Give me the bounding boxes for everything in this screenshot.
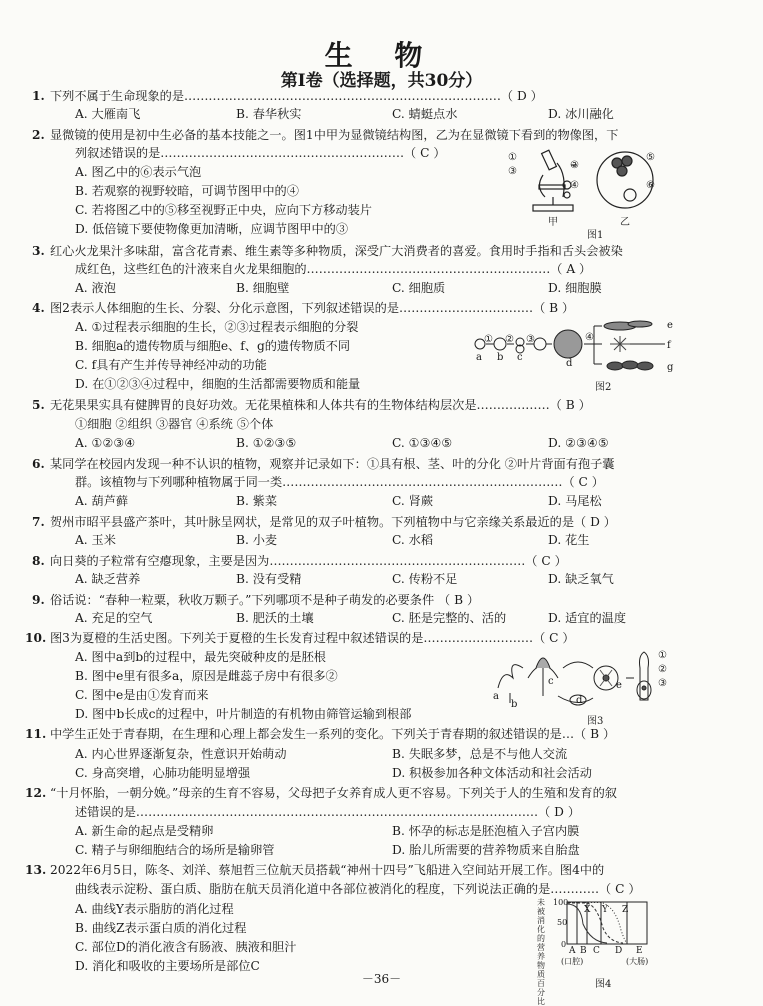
figure-1-label-1: ① (508, 152, 517, 163)
q1-number: 1. (32, 89, 45, 103)
q9-option-a: A. 充足的空气 (75, 611, 153, 625)
figure-4-xtick-d: D (615, 946, 623, 956)
q3-option-a: A. 液泡 (75, 281, 116, 295)
q7-option-b: B. 小麦 (236, 533, 278, 547)
q13-stem-line2: 曲线表示淀粉、蛋白质、脂肪在航天员消化道中各部位被消化的程度，下列说法正确的是…………（ C ） (75, 882, 641, 896)
q12-option-d: D. 胎儿所需要的营养物质来自胎盘 (392, 843, 580, 857)
figure-4-xtick-b: B (580, 946, 587, 956)
figure-2-label-2: ② (505, 334, 514, 345)
q2-stem-line2: 列叙述错误的是……………………………………………………（ C ） (75, 146, 446, 160)
q1-option-c: C. 蜻蜓点水 (392, 107, 458, 121)
figure-1-label-5: ⑤ (646, 152, 655, 163)
q5-items: ①细胞 ②组织 ③器官 ④系统 ⑤个体 (75, 417, 274, 431)
q1-option-b: B. 春华秋实 (236, 107, 302, 121)
q10-option-c: C. 图中e是由①发育而来 (75, 688, 209, 702)
figure-4-xtick-e: E (636, 946, 643, 956)
q6-option-b: B. 紫菜 (236, 494, 278, 508)
figure-2-caption: 图2 (595, 382, 612, 393)
q3-option-c: C. 细胞质 (392, 281, 446, 295)
q5-stem: 无花果果实具有健脾胃的良好功效。无花果植株和人体共有的生物体结构层次是………………（ B ） (50, 398, 591, 412)
q11-option-a: A. 内心世界逐渐复杂，性意识开始萌动 (75, 747, 287, 761)
figure-4-ylabel: 未被消化的营养物质百分比 (537, 898, 545, 1006)
q6-option-a: A. 葫芦藓 (75, 494, 129, 508)
q7-option-c: C. 水稻 (392, 533, 434, 547)
figure-2-label-3: ③ (526, 334, 535, 345)
q10-option-d: D. 图中b长成c的过程中，叶片制造的有机物由筛管运输到根部 (75, 707, 412, 721)
q7-option-d: D. 花生 (548, 533, 590, 547)
figure-2-label-a: a (476, 352, 482, 363)
figure-3-label-b: b (511, 699, 518, 710)
q11-stem: 中学生正处于青春期，在生理和心理上都会发生一系列的变化。下列关于青春期的叙述错误的是…（ B ） (50, 727, 616, 741)
figure-3-label-d: d (576, 695, 583, 706)
q4-option-b: B. 细胞a的遗传物质与细胞e、f、g的遗传物质不同 (75, 339, 351, 353)
q1-option-a: A. 大雁南飞 (75, 107, 141, 121)
figure-2-label-c: c (517, 352, 523, 363)
figure-1-caption: 图1 (587, 230, 604, 241)
q5-option-d: D. ②③④⑤ (548, 436, 609, 450)
q6-stem-line1: 某同学在校园内发现一种不认识的植物，观察并记录如下：①具有根、茎、叶的分化 ②叶片背面有孢子囊 (50, 457, 615, 471)
q5-option-c: C. ①③④⑤ (392, 436, 453, 450)
q13-option-c: C. 部位D的消化液含有肠液、胰液和胆汁 (75, 940, 297, 954)
q3-number: 3. (32, 244, 45, 258)
figure-4-curve-z: Z (622, 905, 629, 915)
q13-number: 13. (25, 863, 47, 877)
q2-stem-line1: 显微镜的使用是初中生必备的基本技能之一。图1中甲为显微镜结构图，乙为在显微镜下看到的物像图，下 (50, 128, 619, 142)
figure-4-xtick-a: A (569, 946, 576, 956)
q10-option-b: B. 图中e里有很多a，原因是雌蕊子房中有很多② (75, 669, 338, 683)
q7-option-a: A. 玉米 (75, 533, 116, 547)
q5-option-b: B. ①②③⑤ (236, 436, 297, 450)
q6-option-d: D. 马尾松 (548, 494, 602, 508)
figure-2-label-g: g (667, 362, 674, 373)
figure-2-label-d: d (566, 358, 573, 369)
figure-1-label-yi: 乙 (620, 217, 630, 228)
q13-option-a: A. 曲线Y表示脂肪的消化过程 (75, 902, 234, 916)
q3-option-d: D. 细胞膜 (548, 281, 602, 295)
figure-4-curve-x: X (584, 905, 591, 915)
q12-option-c: C. 精子与卵细胞结合的场所是输卵管 (75, 843, 275, 857)
q6-number: 6. (32, 457, 45, 471)
q3-stem-line2: 成红色，这些红色的汁液来自火龙果细胞的……………………………………………………（ A ） (75, 262, 592, 276)
q8-option-b: B. 没有受精 (236, 572, 302, 586)
figure-2-label-1: ① (484, 334, 493, 345)
q1-option-d: D. 冰川融化 (548, 107, 614, 121)
q2-number: 2. (32, 128, 45, 142)
q12-stem-line2: 述错误的是………………………………………………………………………………………（ D ） (75, 805, 581, 819)
q11-number: 11. (25, 727, 47, 741)
figure-3-label-1: ① (658, 650, 667, 661)
page-title: 生 物 (324, 39, 439, 72)
figure-4-ytick-0: 0 (561, 940, 567, 949)
q12-stem-line1: “十月怀胎，一朝分娩。”母亲的生育不容易，父母把子女养育成人更不容易。下列关于人的生殖和发育的叙 (50, 786, 617, 800)
figure-4-xtick-c: C (593, 946, 600, 956)
figure-4-xnote-large-intestine: (大肠) (626, 957, 649, 966)
q9-option-b: B. 肥沃的土壤 (236, 611, 314, 625)
q5-number: 5. (32, 398, 45, 412)
q8-number: 8. (32, 554, 45, 568)
q12-option-b: B. 怀孕的标志是胚泡植入子宫内膜 (392, 824, 580, 838)
q13-option-d: D. 消化和吸收的主要场所是部位C (75, 959, 260, 973)
figure-1-label-2: ② (570, 160, 579, 171)
q12-option-a: A. 新生命的起点是受精卵 (75, 824, 214, 838)
q2-option-d: D. 低倍镜下要使物像更加清晰，应调节图甲中的③ (75, 222, 349, 236)
q12-number: 12. (25, 786, 47, 800)
q6-option-c: C. 肾蕨 (392, 494, 434, 508)
figure-3-label-e: e (616, 680, 622, 691)
figure-1-label-4: ④ (570, 180, 579, 191)
q11-option-d: D. 积极参加各种文体活动和社会活动 (392, 766, 592, 780)
figure-4-curve-y: Y (602, 905, 608, 915)
q9-option-c: C. 胚是完整的、活的 (392, 611, 507, 625)
q8-option-c: C. 传粉不足 (392, 572, 458, 586)
figure-4-digestion-chart (567, 900, 649, 946)
q13-stem-line1: 2022年6月5日，陈冬、刘洋、蔡旭哲三位航天员搭载“神州十四号”飞船进入空间站开展工作。图4中的 (50, 863, 605, 877)
figure-2-cell-diagram (470, 318, 675, 380)
figure-3-label-2: ② (658, 664, 667, 675)
figure-4-xnote-mouth: (口腔) (561, 957, 584, 966)
figure-4-caption: 图4 (595, 979, 612, 990)
q2-option-a: A. 图乙中的⑥表示气泡 (75, 165, 202, 179)
q6-stem-line2: 群。该植物与下列哪种植物属于同一类……………………………………………………………（ C ） (75, 475, 604, 489)
q4-option-a: A. ①过程表示细胞的生长，②③过程表示细胞的分裂 (75, 320, 359, 334)
figure-1-label-3: ③ (508, 166, 517, 177)
figure-2-label-b: b (497, 352, 504, 363)
q11-option-c: C. 身高突增，心肺功能明显增强 (75, 766, 251, 780)
q4-number: 4. (32, 301, 45, 315)
figure-3-label-c: c (548, 676, 554, 687)
figure-2-label-4: ④ (585, 332, 594, 343)
q3-option-b: B. 细胞壁 (236, 281, 290, 295)
page-number: －36－ (361, 972, 402, 986)
figure-1-label-6: ⑥ (646, 180, 655, 191)
q10-number: 10. (25, 631, 47, 645)
figure-4-ytick-100: 100 (553, 898, 569, 907)
q5-option-a: A. ①②③④ (75, 436, 136, 450)
q4-stem: 图2表示人体细胞的生长、分裂、分化示意图，下列叙述错误的是……………………………（ B ） (50, 301, 575, 315)
q2-option-b: B. 若观察的视野较暗，可调节图甲中的④ (75, 184, 299, 198)
q8-stem: 向日葵的子粒常有空瘪现象，主要是因为………………………………………………………（ C ） (50, 554, 567, 568)
figure-3-caption: 图3 (587, 716, 604, 727)
figure-2-label-e: e (667, 320, 673, 331)
q7-stem: 贺州市昭平县盛产茶叶，其叶脉呈网状，是常见的双子叶植物。下列植物中与它亲缘关系最近的是（ D ） (50, 515, 616, 529)
figure-3-label-a: a (493, 691, 499, 702)
q11-option-b: B. 失眠多梦，总是不与他人交流 (392, 747, 568, 761)
figure-1-microscope (505, 145, 705, 235)
q2-option-c: C. 若将图乙中的⑤移至视野正中央，应向下方移动装片 (75, 203, 372, 217)
q7-number: 7. (32, 515, 45, 529)
q13-option-b: B. 曲线Z表示蛋白质的消化过程 (75, 921, 247, 935)
q8-option-d: D. 缺乏氧气 (548, 572, 614, 586)
q4-option-c: C. f具有产生并传导神经冲动的功能 (75, 358, 267, 372)
q9-option-d: D. 适宜的温度 (548, 611, 627, 625)
figure-1-label-jia: 甲 (548, 217, 558, 228)
q8-option-a: A. 缺乏营养 (75, 572, 141, 586)
q9-stem: 俗话说：“春种一粒粟，秋收万颗子。”下列哪项不是种子萌发的必要条件 （ B ） (50, 593, 480, 607)
q1-stem: 下列不属于生命现象的是……………………………………………………………………（ D ） (50, 89, 543, 103)
section-title: 第Ⅰ卷（选择题，共30分） (280, 71, 483, 91)
figure-2-label-f: f (667, 340, 671, 351)
q3-stem-line1: 红心火龙果汁多味甜，富含花青素、维生素等多种物质，深受广大消费者的喜爱。食用时手指和舌头会被染 (50, 244, 623, 258)
q9-number: 9. (32, 593, 45, 607)
q4-option-d: D. 在①②③④过程中，细胞的生活都需要物质和能量 (75, 377, 361, 391)
figure-4-ytick-50: 50 (557, 918, 568, 927)
q10-stem: 图3为夏橙的生活史图。下列关于夏橙的生长发育过程中叙述错误的是………………………（ C ） (50, 631, 575, 645)
figure-3-label-3: ③ (658, 678, 667, 689)
q10-option-a: A. 图中a到b的过程中，最先突破种皮的是胚根 (75, 650, 326, 664)
